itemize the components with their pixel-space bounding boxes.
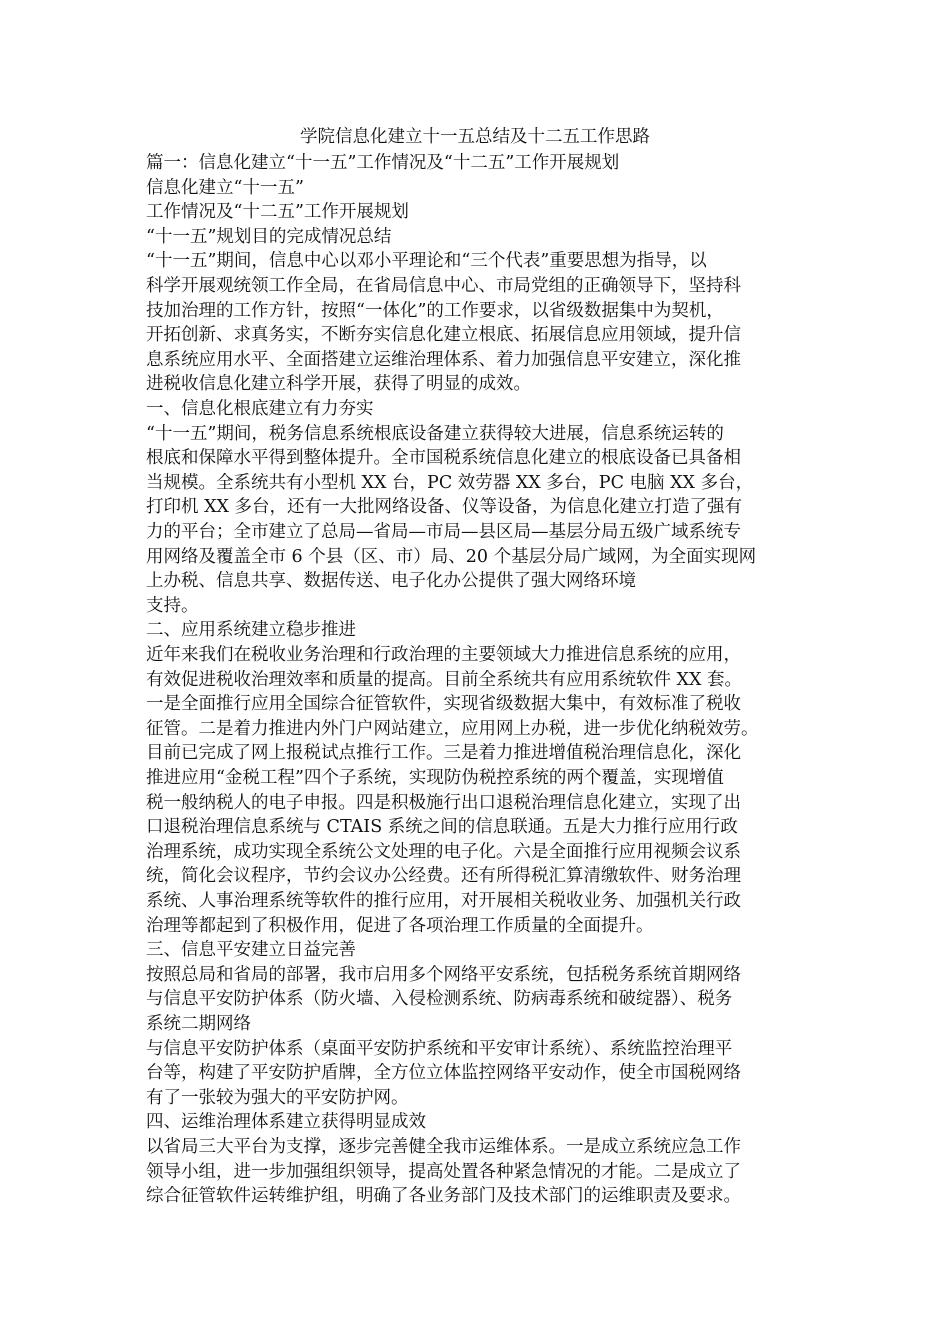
body-line: 有了一张较为强大的平安防护网。 — [146, 1087, 409, 1108]
body-line: 与信息平安防护体系（防火墙、入侵检测系统、防病毒系统和破绽器）、税务 — [146, 989, 733, 1010]
body-line: 工作情况及“十二五”工作开展规划 — [146, 202, 409, 223]
body-line: 四、运维治理体系建立获得明显成效 — [146, 1112, 426, 1133]
body-line: 力的平台；全市建立了总局—省局—市局—县区局—基层分局五级广域系统专 — [146, 522, 741, 542]
body-line: 口退税治理信息系统与 CTAIS 系统之间的信息联通。五是大力推行应用行政 — [146, 817, 738, 838]
body-line: 征管。二是着力推进内外门户网站建立，应用网上办税，进一步优化纳税效劳。 — [146, 718, 759, 739]
body-line: 以省局三大平台为支撑，逐步完善健全我市运维体系。一是成立系统应急工作 — [146, 1137, 741, 1157]
body-line: 税一般纳税人的电子申报。四是积极施行出口退税治理信息化建立，实现了出 — [146, 792, 741, 813]
body-line: 科学开展观统领工作全局，在省局信息中心、市局党组的正确领导下，坚持科 — [146, 276, 741, 296]
body-line: 与信息平安防护体系（桌面平安防护系统和平安审计系统）、系统监控治理平 — [146, 1038, 733, 1059]
body-line: 统，简化会议程序，节约会议办公经费。还有所得税汇算清缴软件、财务治理 — [146, 866, 741, 887]
body-line: 治理系统，成功实现全系统公文处理的电子化。六是全面推行应用视频会议系 — [146, 841, 741, 862]
body-line: 根底和保障水平得到整体提升。全市国税系统信息化建立的根底设备已具备相 — [146, 448, 741, 469]
body-line: “十一五”期间，税务信息系统根底设备建立获得较大进展，信息系统运转的 — [146, 423, 724, 444]
body-line: 开拓创新、求真务实，不断夯实信息化建立根底、拓展信息应用领域，提升信 — [146, 325, 741, 346]
body-line: 系统二期网络 — [146, 1014, 251, 1034]
document-title: 学院信息化建立十一五总结及十二五工作思路 — [300, 127, 650, 147]
body-line: 篇一：信息化建立“十一五”工作情况及“十二五”工作开展规划 — [146, 153, 620, 173]
body-line: 信息化建立“十一五” — [146, 177, 304, 198]
body-line: 综合征管软件运转维护组，明确了各业务部门及技术部门的运维职责及要求。 — [146, 1186, 741, 1207]
body-line: 息系统应用水平、全面搭建立运维治理体系、着力加强信息平安建立，深化推 — [146, 349, 741, 370]
body-line: 近年来我们在税收业务治理和行政治理的主要领域大力推进信息系统的应用， — [146, 645, 741, 665]
body-line: 按照总局和省局的部署，我市启用多个网络平安系统，包括税务系统首期网络 — [146, 964, 741, 985]
body-line: 进税收信息化建立科学开展，获得了明显的成效。 — [146, 374, 531, 395]
body-line: 推进应用“金税工程”四个子系统，实现防伪税控系统的两个覆盖，实现增值 — [146, 768, 724, 788]
body-line: 台等，构建了平安防护盾牌，全方位立体监控网络平安动作，使全市国税网络 — [146, 1063, 741, 1084]
body-line: 系统、人事治理系统等软件的推行应用，对开展相关税收业务、加强机关行政 — [146, 891, 741, 911]
body-line: 目前已完成了网上报税试点推行工作。三是着力推进增值税治理信息化，深化 — [146, 743, 741, 764]
body-line: 用网络及覆盖全市 6 个县（区、市）局、20 个基层分局广域网，为全面实现网 — [146, 546, 757, 567]
body-line: 当规模。全系统共有小型机 XX 台，PC 效劳器 XX 多台，PC 电脑 XX 多台， — [146, 472, 754, 493]
body-line: “十一五”规划目的完成情况总结 — [146, 226, 392, 247]
body-line: “十一五”期间，信息中心以邓小平理论和“三个代表”重要思想为指导，以 — [146, 251, 707, 272]
body-line: 打印机 XX 多台，还有一大批网络设备、仪等设备，为信息化建立打造了强有 — [146, 497, 743, 518]
body-line: 一、信息化根底建立有力夯实 — [146, 399, 374, 419]
body-line: 支持。 — [146, 595, 199, 616]
body-line: 有效促进税收治理效率和质量的提高。目前全系统共有应用系统软件 XX 套。 — [146, 669, 743, 690]
body-line: 上办税、信息共享、数据传送、电子化办公提供了强大网络环境 — [146, 571, 636, 592]
body-line: 二、应用系统建立稳步推进 — [146, 620, 356, 641]
body-line: 技加治理的工作方针，按照“一体化”的工作要求，以省级数据集中为契机， — [146, 300, 724, 321]
body-line: 一是全面推行应用全国综合征管软件，实现省级数据大集中，有效标准了税收 — [146, 694, 741, 715]
body-line: 领导小组，进一步加强组织领导，提高处置各种紧急情况的才能。二是成立了 — [146, 1161, 741, 1182]
body-line: 治理等都起到了积极作用，促进了各项治理工作质量的全面提升。 — [146, 915, 654, 936]
body-line: 三、信息平安建立日益完善 — [146, 940, 356, 961]
